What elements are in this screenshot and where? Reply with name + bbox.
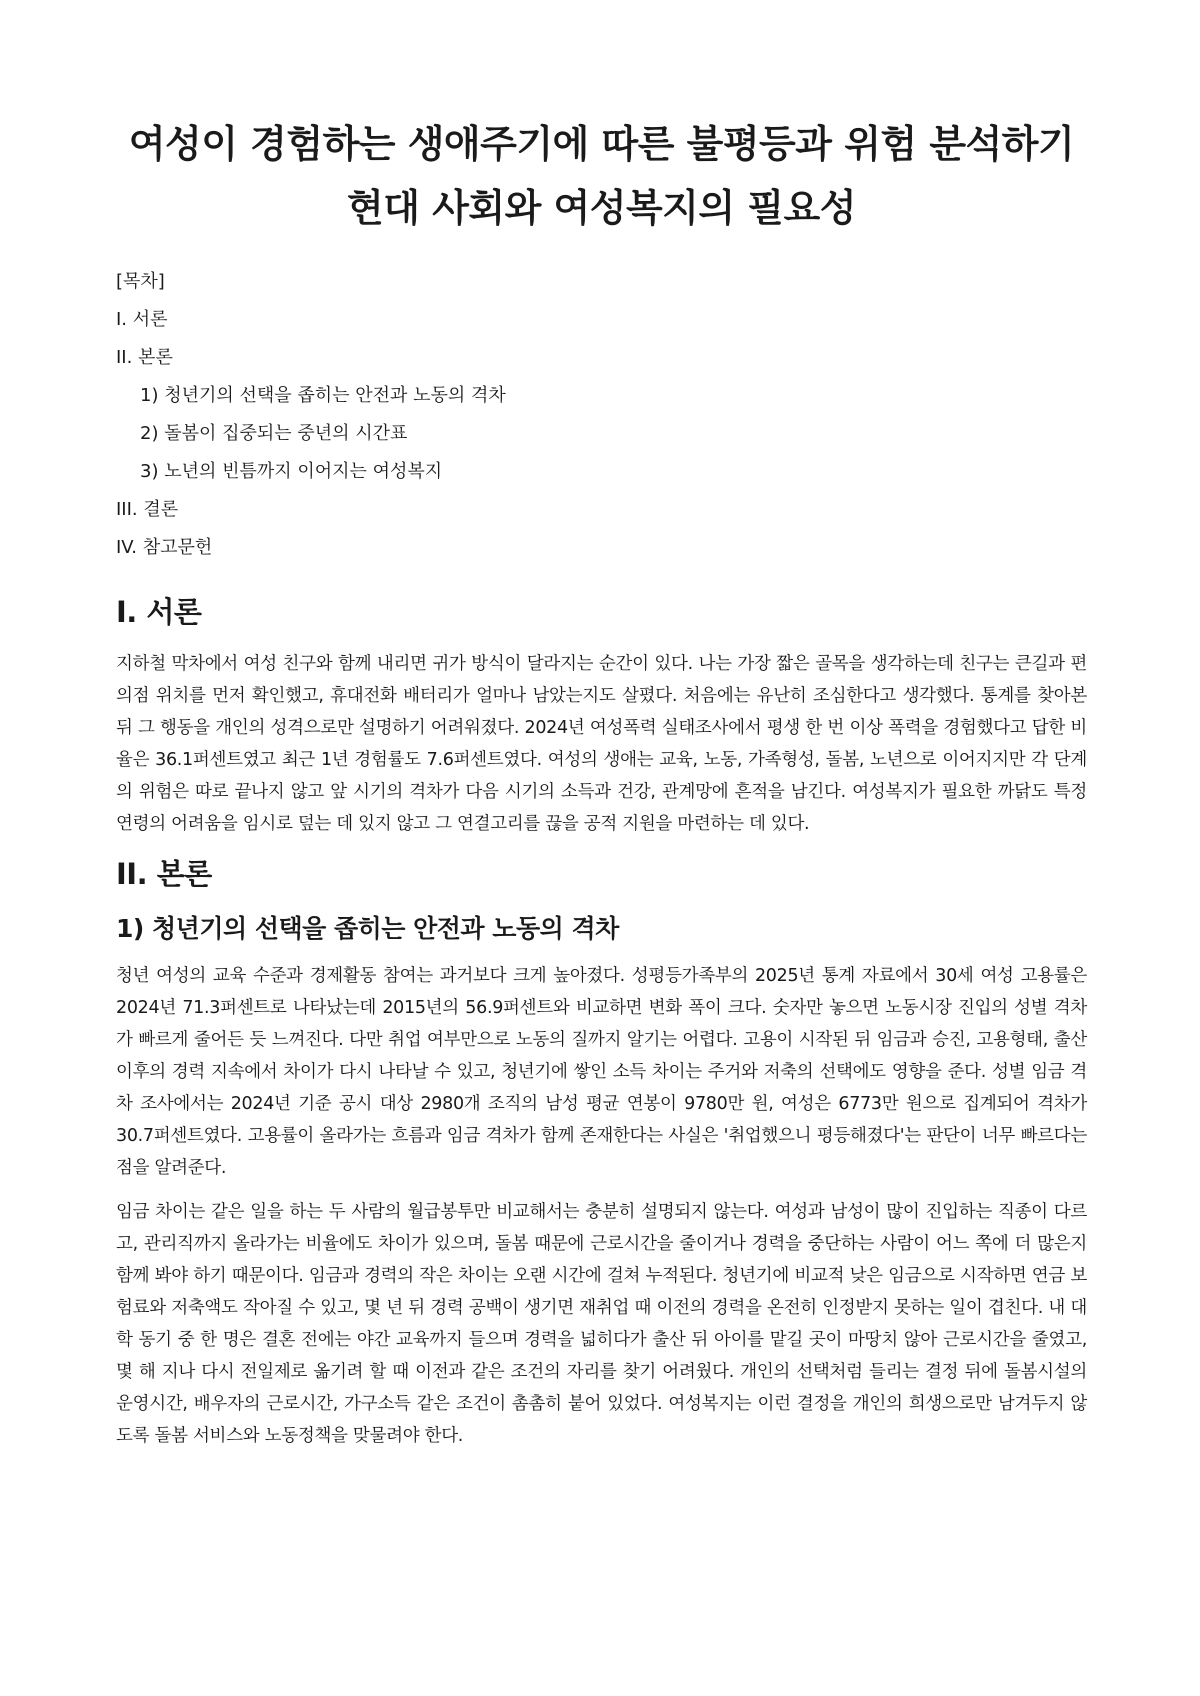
toc-item-body: II. 본론 [116,347,173,368]
subsection-1-paragraph-1: 청년 여성의 교육 수준과 경제활동 참여는 과거보다 크게 높아졌다. 성평등가족부의 2025년 통계 자료에서 30세 여성 고용률은 2024년 71.3퍼센트로 나타났는데 2015년의 56.9퍼센트와 비교하면 변화 폭이 크다. 숫자만 놓으면 노동시장 진입의 성별 격차가 빠르게 줄어든 듯 느껴진다. 다만 취업 여부만으로 노동의 질까지 알기는 어렵다. 고용이 시작된 뒤 임금과 승진, 고용형태, 출산 이후의 경력 지속에서 차이가 다시 나타날 수 있고, 청년기에 쌓인 소득 차이는 주거와 저축의 선택에도 영향을 준다. 성별 임금 격차 조사에서는 2024년 기준 공시 대상 2980개 조직의 남성 평균 연봉이 9780만 원, 여성은 6773만 원으로 집계되어 격차가 30.7퍼센트였다. 고용률이 올라가는 흐름과 임금 격차가 함께 존재한다는 사실은 '취업했으니 평등해졌다'는 판단이 너무 빠르다는 점을 알려준다. [116,966,1087,1178]
toc-heading: [목차] [116,271,165,292]
toc-item-conclusion: III. 결론 [116,499,179,520]
toc-item-body-3: 3) 노년의 빈틈까지 이어지는 여성복지 [140,461,443,482]
intro-paragraph: 지하철 막차에서 여성 친구와 함께 내리면 귀가 방식이 달라지는 순간이 있다. 나는 가장 짧은 골목을 생각하는데 친구는 큰길과 편의점 위치를 먼저 확인했고, 휴대전화 배터리가 얼마나 남았는지도 살폈다. 처음에는 유난히 조심한다고 생각했다. 통계를 찾아본 뒤 그 행동을 개인의 성격으로만 설명하기 어려워졌다. 2024년 여성폭력 실태조사에서 평생 한 번 이상 폭력을 경험했다고 답한 비율은 36.1퍼센트였고 최근 1년 경험률도 7.6퍼센트였다. 여성의 생애는 교육, 노동, 가족형성, 돌봄, 노년으로 이어지지만 각 단계의 위험은 따로 끝나지 않고 앞 시기의 격차가 다음 시기의 소득과 건강, 관계망에 흔적을 남긴다. 여성복지가 필요한 까닭도 특정 연령의 어려움을 임시로 덮는 데 있지 않고 그 연결고리를 끊을 공적 지원을 마련하는 데 있다. [116,654,1087,834]
subsection-1-heading: 1) 청년기의 선택을 좁히는 안전과 노동의 격차 [116,914,619,943]
toc-item-body-1: 1) 청년기의 선택을 좁히는 안전과 노동의 격차 [140,385,506,406]
toc-item-body-2: 2) 돌봄이 집중되는 중년의 시간표 [140,423,408,444]
intro-heading: I. 서론 [116,595,202,629]
toc-item-references: IV. 참고문헌 [116,537,213,558]
subsection-1-paragraph-2: 임금 차이는 같은 일을 하는 두 사람의 월급봉투만 비교해서는 충분히 설명되지 않는다. 여성과 남성이 많이 진입하는 직종이 다르고, 관리직까지 올라가는 비율에도 차이가 있으며, 돌봄 때문에 근로시간을 줄이거나 경력을 중단하는 사람이 어느 쪽에 더 많은지 함께 봐야 하기 때문이다. 임금과 경력의 작은 차이는 오랜 시간에 걸쳐 누적된다. 청년기에 비교적 낮은 임금으로 시작하면 연금 보험료와 저축액도 작아질 수 있고, 몇 년 뒤 경력 공백이 생기면 재취업 때 이전의 경력을 온전히 인정받지 못하는 일이 겹친다. 내 대학 동기 중 한 명은 결혼 전에는 야간 교육까지 들으며 경력을 넓히다가 출산 뒤 아이를 맡길 곳이 마땅치 않아 근로시간을 줄였고, 몇 해 지나 다시 전일제로 옮기려 할 때 이전과 같은 조건의 자리를 찾기 어려웠다. 개인의 선택처럼 들리는 결정 뒤에 돌봄시설의 운영시간, 배우자의 근로시간, 가구소득 같은 조건이 촘촘히 붙어 있었다. 여성복지는 이런 결정을 개인의 희생으로만 남겨두지 않도록 돌봄 서비스와 노동정책을 맞물려야 한다. [116,1202,1087,1446]
table-of-contents [116,270,1087,560]
document-title: 여성이 경험하는 생애주기에 따른 불평등과 위험 분석하기 현대 사회와 여성복지의 필요성 [128,122,1075,230]
toc-item-intro: I. 서론 [116,309,168,330]
body-heading: II. 본론 [116,857,212,891]
